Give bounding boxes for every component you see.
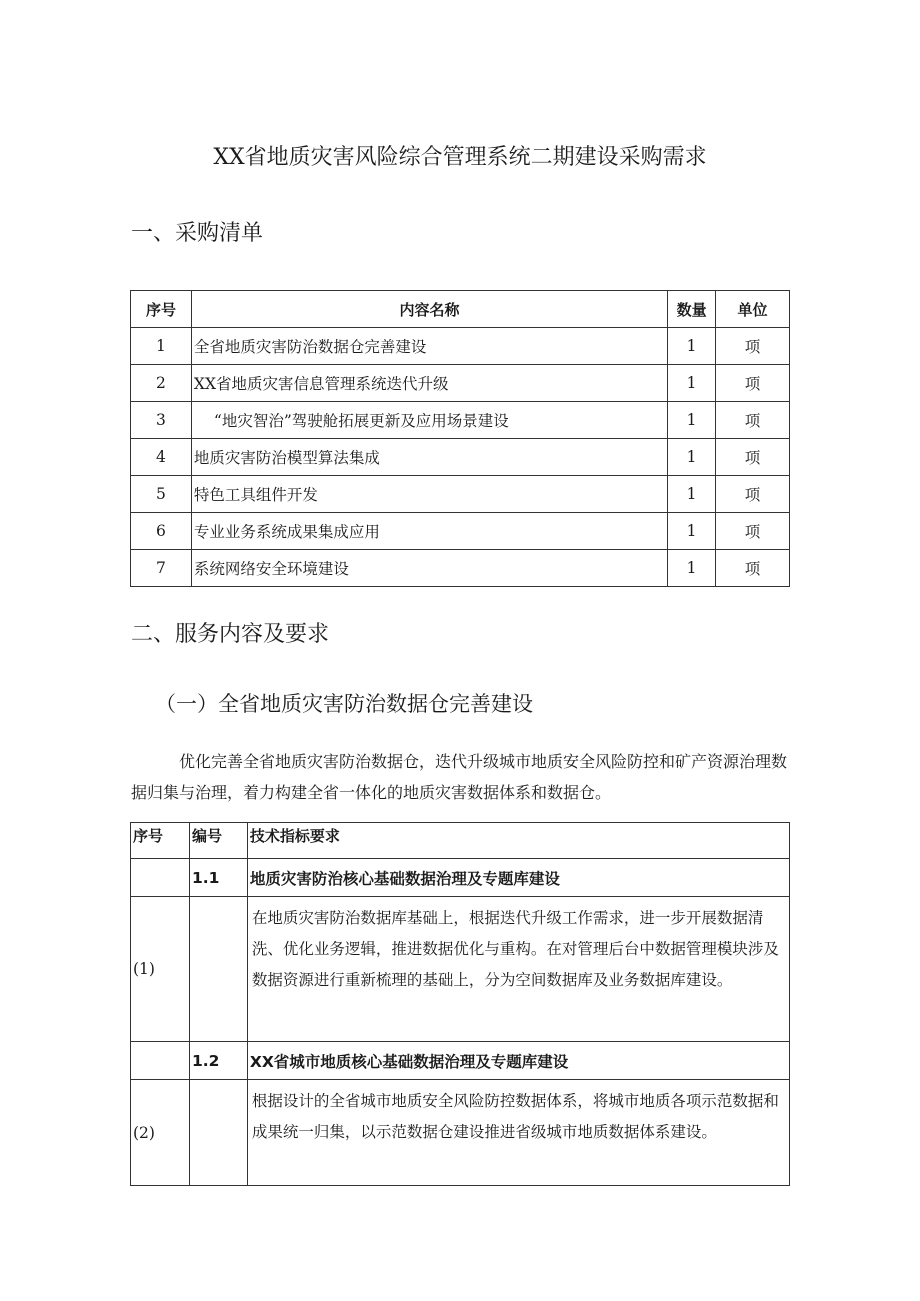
cell-content-name: XX省地质灾害信息管理系统迭代升级 [191, 365, 667, 402]
item-title: 地质灾害防治核心基础数据治理及专题库建设 [247, 859, 789, 897]
document-title: XX省地质灾害风险综合管理系统二期建设采购需求 [213, 145, 707, 170]
cell-quantity: 1 [668, 328, 716, 365]
table-header-row [131, 291, 790, 328]
cell-seq: 2 [131, 365, 192, 402]
header-seq: 序号 [131, 823, 190, 859]
item-title: XX省城市地质核心基础数据治理及专题库建设 [247, 1042, 789, 1080]
cell-unit: 项 [716, 439, 790, 476]
section-row [131, 1042, 790, 1080]
table-row [131, 1080, 790, 1186]
header-quantity: 数量 [668, 291, 716, 328]
item-code: 1.1 [189, 859, 247, 897]
cell-seq: 7 [131, 550, 192, 587]
cell-quantity: 1 [668, 550, 716, 587]
table-row [131, 476, 790, 513]
table-header-row [131, 823, 790, 859]
item-description: 根据设计的全省城市地质安全风险防控数据体系，将城市地质各项示范数据和成果统一归集，以示范数据仓建设推进省级城市地质数据体系建设。 [247, 1080, 789, 1186]
subsection-heading-data-warehouse: （一）全省地质灾害防治数据仓完善建设 [155, 692, 533, 716]
cell-seq: 3 [131, 402, 192, 439]
cell-unit: 项 [716, 550, 790, 587]
table-row [131, 513, 790, 550]
cell-content-name: 系统网络安全环境建设 [191, 550, 667, 587]
table-row [131, 365, 790, 402]
cell-unit: 项 [716, 365, 790, 402]
table-row [131, 550, 790, 587]
header-unit: 单位 [716, 291, 790, 328]
item-seq: (2) [131, 1080, 190, 1186]
cell-seq: 1 [131, 328, 192, 365]
cell-seq: 6 [131, 513, 192, 550]
section-row [131, 859, 790, 897]
cell-unit: 项 [716, 476, 790, 513]
section-heading-procurement-list: 一、采购清单 [131, 221, 264, 246]
cell-seq: 4 [131, 439, 192, 476]
header-seq: 序号 [131, 291, 192, 328]
tech-requirements-table [130, 822, 790, 1186]
header-code: 编号 [189, 823, 247, 859]
table-row [131, 439, 790, 476]
cell-seq: 5 [131, 476, 192, 513]
cell-quantity: 1 [668, 365, 716, 402]
item-seq: (1) [131, 897, 190, 1042]
cell-content-name: 地质灾害防治模型算法集成 [191, 439, 667, 476]
table-row [131, 402, 790, 439]
table-row [131, 897, 790, 1042]
header-content-name: 内容名称 [191, 291, 667, 328]
procurement-table [130, 290, 790, 587]
cell-quantity: 1 [668, 439, 716, 476]
subsection-intro-paragraph: 优化完善全省地质灾害防治数据仓，迭代升级城市地质安全风险防控和矿产资源治理数据归集与治理，着力构建全省一体化的地质灾害数据体系和数据仓。 [131, 752, 788, 802]
cell-quantity: 1 [668, 402, 716, 439]
cell-unit: 项 [716, 513, 790, 550]
cell-quantity: 1 [668, 513, 716, 550]
section-heading-service-content: 二、服务内容及要求 [131, 622, 330, 647]
cell-content-name: 全省地质灾害防治数据仓完善建设 [191, 328, 667, 365]
cell-unit: 项 [716, 328, 790, 365]
cell-content-name: 特色工具组件开发 [191, 476, 667, 513]
header-tech-requirements: 技术指标要求 [247, 823, 789, 859]
cell-content-name: “地灾智治”驾驶舱拓展更新及应用场景建设 [191, 402, 667, 439]
table-row [131, 328, 790, 365]
item-description: 在地质灾害防治数据库基础上，根据迭代升级工作需求，进一步开展数据清洗、优化业务逻辑，推进数据优化与重构。在对管理后台中数据管理模块涉及数据资源进行重新梳理的基础上，分为空间数据库及业务数据库建设。 [247, 897, 789, 1042]
cell-content-name: 专业业务系统成果集成应用 [191, 513, 667, 550]
cell-quantity: 1 [668, 476, 716, 513]
item-code: 1.2 [189, 1042, 247, 1080]
cell-unit: 项 [716, 402, 790, 439]
